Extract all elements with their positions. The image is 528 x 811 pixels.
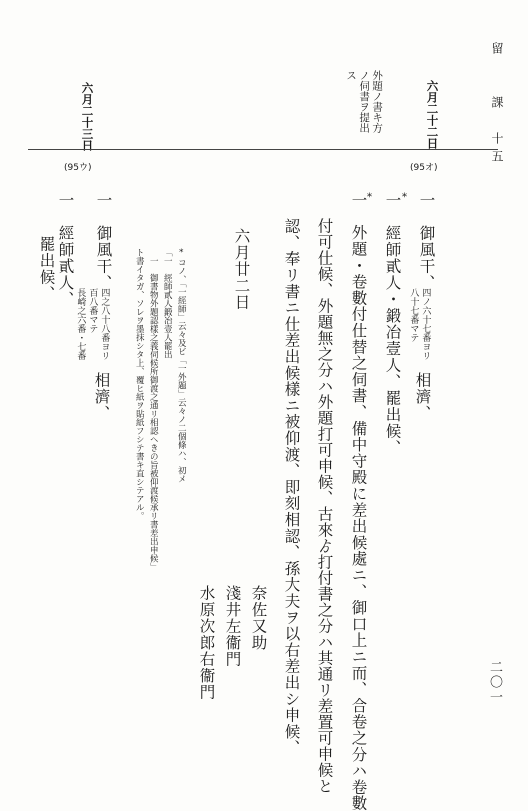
entry-4-note-c: 長崎之六番・七番 [75,288,86,360]
entry-1: 一 御風干、 [417,192,436,291]
asterisk-mark-2: * [367,192,372,203]
editorial-note-2: 「一 經師貳人鍛冶壹人罷出 [162,248,173,359]
entry-4-tail: 相濟、 [92,372,111,422]
entry-1-note-a: 四ノ六十七番ヨリ [420,288,431,360]
entry-1-tail: 相濟、 [413,372,432,422]
series-title: 留 課 十五 [490,42,504,168]
entry-4-note-a: 四之八十八番ヨリ [99,288,110,360]
date-heading-right: 六月二十二日 [425,80,440,149]
folio-left: (95ウ) [64,163,92,173]
editorial-note-3: 一 御書物外題認樣之義伺候所御渡之通リ相認ヘきの旨被仰渡候承リ書差出申候」 [148,248,159,571]
folio-right: (95オ) [410,163,438,173]
date-line: 六月廿二日 [232,228,251,311]
headnote-line-1: 外題ノ書キ方 [371,70,384,133]
entry-3-line-2: 付可仕候、外題無之分ハ外題打可申候、古來ゟ打付書之分ハ其通リ差置可申候と [315,218,334,794]
headnote-line-3: ス [345,70,358,81]
page-number: 二〇一 [487,660,502,705]
header-rule [28,149,498,150]
entry-5: 一 經師貳人、 [56,192,75,308]
entry-3-line-3: 認、奉リ書ニ仕差出候樣ニ被仰渡、即刻相認、孫大夫ヲ以右差出シ申候、 [282,218,301,756]
signature-2: 淺井左衞門 [223,585,242,668]
entry-5-tail: 罷出候、 [37,236,56,302]
editorial-note-4: ト書イタガ、ソレヲ墨抹シタ上、覆ヒ紙ヲ貼紙フシテ書キ直シテアル。 [134,248,145,520]
entry-3-line-1: 一 外題・卷數付仕替之伺書、備中守殿に差出候處ニ、御口上ニ而、合卷之分ハ卷數 [349,192,368,811]
asterisk-mark-1: * [402,192,407,203]
signature-3: 水原次郎右衞門 [197,585,216,701]
signature-1: 奈佐又助 [249,585,268,651]
editorial-note-1: *コノ、「一經師」云々及ビ「一外題」云々ノ二個條ハ、初メ [176,248,187,484]
entry-1-note-b: 八十七番マテ [408,288,419,342]
date-heading-left: 六月二十三日 [80,82,95,151]
entry-2: 一 經師貳人・鍛冶壹人、罷出候、 [383,192,402,456]
entry-4: 一 御風干、 [94,192,113,291]
headnote-line-2: ノ伺書ヲ提出 [358,70,371,133]
entry-4-note-b: 百八番マテ [87,288,98,333]
